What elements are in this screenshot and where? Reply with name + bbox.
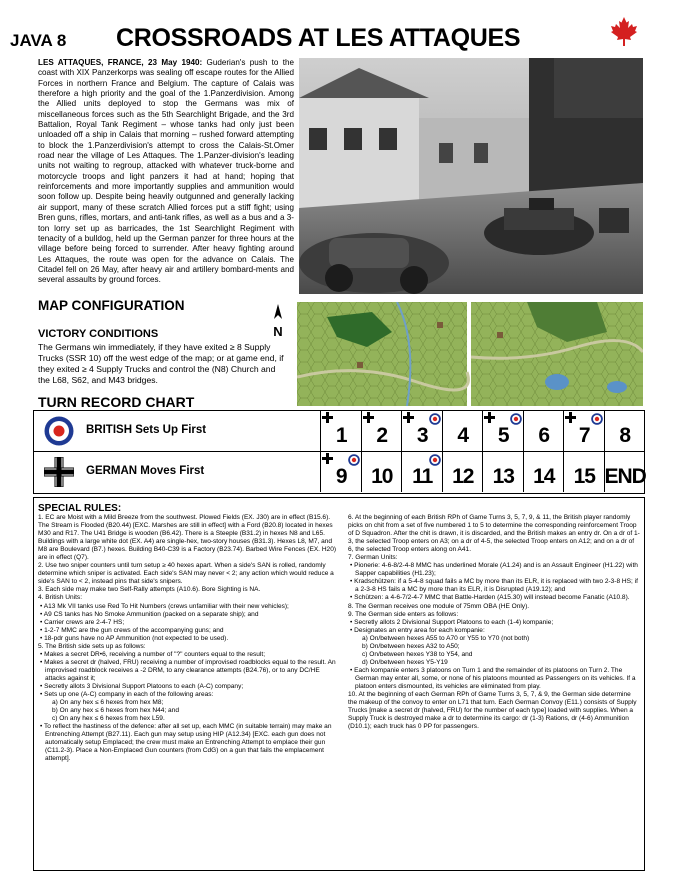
- german-cross-icon: [484, 412, 495, 423]
- rule-paragraph: • Pioneriе: 4-6-8/2-4-8 MMC has underlined Morale (A1.24) and is an Assault Engineer (H1.22) with Sapper capabilities (H1.23);: [350, 562, 638, 578]
- intro-text: Guderian's push to the coast with XIX Panzerkorps was sealing off escape routes for the Allied Forces in northern France and Belgium. The capture of Calais was therefore a high priority and the goal of the 1.Panzerdivision. Among the Allied units deployed to stop the Germans was mix of miscellaneous forces such as the 5th Searchlight Brigade, and the 3rd Battalion, Royal Tank Regiment – whose tanks had only just been unloaded off a ship in Calais that morning – rushed forward attempting to block the 1.Panzerdivision's attempt to cross the Calais-St.Omer road near the village of Les Attaques. The 1.Panzer-division's leading units not waiting to regroup, attacked with whatever truck-borne and motorcycle troops and light panzers it had at hand; hoping that reinforcements and more importantly supplies and ammunition would soon follow up. Despite being heavily outgunned and generally lacking air support, many of these scratch Allied forces put a stiff fight; using Bren guns, rifles, mortars, and anti-tank rifles, as well as a bus and a 3-ton lorry set up as barricades, the 1st Searchlight Regiment with tenacity of a bulldog, held up the German panzer for three hours at the village before being forced to surrender. After heavy fighting around Les Attaques, the route was open for the advance on Calais. The Citadel fell on 26 May, after heavy air and artillery bombard-ments and several assaults by ground forces.: [38, 58, 295, 285]
- raf-roundel-icon: [44, 416, 74, 446]
- turn-cell: [523, 411, 565, 451]
- turn-cell: [320, 452, 362, 492]
- turn-number: 10: [371, 465, 393, 488]
- map-configuration-title: MAP CONFIGURATION: [38, 298, 185, 313]
- german-cross-icon: [565, 412, 576, 423]
- rule-paragraph: • Secretly allots 2 Divisional Support Platoons to each (1-4) kompanie;: [350, 618, 554, 626]
- turn-cell: [361, 411, 403, 451]
- turn-record-chart: [33, 410, 645, 494]
- rule-paragraph: b) On any hex ≤ 6 hexes from hex N44; and: [52, 707, 179, 715]
- rule-paragraph: a) On any hex ≤ 6 hexes from hex M8;: [52, 699, 164, 707]
- turn-number: 5: [497, 424, 509, 447]
- german-side-label: GERMAN Moves First: [86, 465, 205, 477]
- map-configuration-image: [297, 302, 643, 406]
- maple-leaf-icon: [610, 16, 638, 48]
- balkenkreuz-icon: [44, 457, 74, 487]
- turn-cell: [604, 452, 646, 492]
- turn-number: 6: [538, 424, 550, 447]
- turn-cell: [563, 452, 605, 492]
- rule-paragraph: d) On/between hexes Y5-Y19: [362, 658, 448, 666]
- rule-paragraph: 4. British Units:: [38, 594, 83, 602]
- rule-paragraph: • A13 Mk VII tanks use Red To Hit Numbers (crews unfamiliar with their new vehicles);: [40, 602, 289, 610]
- rule-paragraph: b) On/between hexes A32 to A50;: [362, 642, 460, 650]
- victory-conditions-text: The Germans win immediately, if they have exited ≥ 8 Supply Trucks (SSR 10) off the west edge of the map; or at game end, if they exited ≥ 4 Supply Trucks and control the (N8) Church and the L68, S62, and M43 bridges.: [38, 342, 284, 385]
- historical-intro: [38, 58, 294, 286]
- historical-photo: [299, 58, 643, 294]
- rule-paragraph: 5. The British side sets up as follows:: [38, 642, 146, 650]
- north-arrow-icon: [268, 303, 288, 321]
- german-turn-row: [34, 452, 644, 493]
- turn-number: 2: [376, 424, 388, 447]
- rule-paragraph: • Kradschützen: if a 5-4-8 squad fails a MC by more than its ELR, it is replaced with two 2-3-8 HS; if a 2-3-8 HS fails a MC by more than its ELR, it is Disrupted (A19.12); and: [350, 578, 638, 594]
- rule-paragraph: • 18-pdr guns have no AP Ammunition (not expected to be used).: [40, 634, 229, 642]
- rule-paragraph: • Each kompanie enters 3 platoons on Turn 1 and the remainder of its platoons on Turn 2. The German may enter all, some, or none of his platoons mounted as Passengers on its vehicles. If a platoon enters dismounted, its vehicles are eliminated from play.: [350, 666, 636, 690]
- german-cross-icon: [322, 412, 333, 423]
- rule-paragraph: 1. EC are Moist with a Mild Breeze from the southwest. Plowed Fields (EX. J30) are in effect (B15.6). The Stream is Flooded (B20.44) [EXC. Marshes are still in effect] with a Ford (B20.8) located in hexes M30 and R17. The U41 Bridge is wooden (B6.42). There is a Steeple (B31.2) in hexes N8 and L65. Buildings with a large white dot (EX. A4) are single-hex, two-story houses (B31.3). Hexes L8, M7, and M8 are Boulevard (B7.) hexes. Building B40-C39 is a Factory (B23.74). Barbed Wire Fences (EX. H20) are in effect (Q7).: [38, 514, 337, 562]
- rule-paragraph: • Schützen: a 4-6-7/2-4-7 MMC that Battle-Harden (A15.30) will instead become Fanatic (A10.8).: [350, 594, 630, 602]
- rule-paragraph: a) On/between hexes A55 to A70 or Y55 to Y70 (not both): [362, 634, 530, 642]
- rule-paragraph: • Sets up one (A-C) company in each of the following areas:: [40, 691, 214, 699]
- turn-number: 12: [452, 465, 474, 488]
- rule-paragraph: 3. Each side may make two Self-Rally attempts (A10.6). Bore Sighting is NA.: [38, 586, 261, 594]
- rule-paragraph: c) On/between hexes Y38 to Y54, and: [362, 650, 473, 658]
- rule-paragraph: • Makes a secret dr (halved, FRU) receiving a number of improvised roadblocks equal to the result. An improvised roadblock receives a -2 DRM, to any clearance attempts (B24.76), or to any DC/HE attacks against it;: [40, 658, 336, 682]
- rule-paragraph: • Makes a secret DR•6, receiving a number of "?" counters equal to the result;: [40, 650, 266, 658]
- turn-number: 4: [457, 424, 469, 447]
- turn-cell: [442, 452, 484, 492]
- rule-paragraph: c) On any hex ≤ 6 hexes from hex L59.: [52, 715, 165, 723]
- north-label: N: [273, 324, 283, 339]
- turn-cell: [604, 411, 646, 451]
- turn-cell: [523, 452, 565, 492]
- turn-number: 9: [335, 465, 347, 488]
- turn-cell: [482, 452, 524, 492]
- turn-number: 11: [412, 465, 433, 488]
- rule-paragraph: 8. The German receives one module of 75mm OBA (HE Only).: [348, 602, 530, 610]
- scenario-code: JAVA 8: [10, 31, 67, 50]
- turn-number: 7: [578, 424, 590, 447]
- german-cross-icon: [403, 412, 414, 423]
- british-turn-row: [34, 411, 644, 452]
- turn-number: 14: [533, 465, 555, 488]
- special-rules-title: SPECIAL RULES:: [38, 503, 122, 514]
- british-side: [34, 411, 320, 451]
- turn-record-title: TURN RECORD CHART: [38, 394, 195, 410]
- rule-paragraph: • A9 CS tanks has No Smoke Ammunition (packed on a separate ship); and: [40, 610, 259, 618]
- rule-paragraph: 10. At the beginning of each German RPh of Game Turns 3, 5, 7, & 9, the German side determine the makeup of the convoy to enter on L71 that turn. Each German Convoy (E11.) consists of Supply Trucks [make a secret dr (halved, FRU) for the number of each type] loaded with supplies. When a Supply Truck is destroyed make a dr to determine its cargo: dr (1-3) Rations, dr (4-6) Ammunition (D10.1); each truck has 0 PP for passengers.: [348, 691, 637, 731]
- rule-paragraph: • Carrier crews are 2-4-7 HS;: [40, 618, 125, 626]
- scenario-title: CROSSROADS AT LES ATTAQUES: [116, 24, 521, 52]
- rule-paragraph: 2. Use two sniper counters until turn setup ≥ 40 hexes apart. When a side's SAN is rolled, randomly determine which sniper is activated. Each side's SAN may never < 2; any action which would reduce a side's SAN to < 2, instead pins that side's snipers.: [38, 562, 334, 586]
- british-side-label: BRITISH Sets Up First: [86, 424, 207, 436]
- german-cross-icon: [363, 412, 374, 423]
- rule-paragraph: • Secretly allots 3 Divisional Support Platoons to each (A-C) company;: [40, 682, 244, 690]
- german-side: [34, 452, 320, 492]
- rule-paragraph: • To reflect the hastiness of the defence: after all set up, each MMC (in suitable terrain) may make an Entrenching Attempt (B27.11). Each gun may setup using HIP (A12.34) [EXC. each gun does not automatically setup Emplaced; the crew must make an Entrenching Attempt to emplace their gun (C11.2-3). Place a Non-Emplaced Gun counters (from CdG) on a gun that fails the emplacement attempt].: [40, 723, 332, 763]
- turn-cell: [401, 411, 443, 451]
- turn-number: END: [604, 465, 646, 488]
- turn-cell: [361, 452, 403, 492]
- rule-paragraph: 6. At the beginning of each British RPh of Game Turns 3, 5, 7, 9, & 11, the British player randomly picks on chit from a set of five numbered 1 to 5 to determine the corresponding reinforcement Troop of D Squadron. After the chit is drawn, it is discarded, and the British makes an entry dr. On a dr of 1-3, the selected Troop enters on A3; on a dr of 4-5, the selected Troop enters on A12; and on a dr of 6, the selected Troop enters along on A41.: [348, 514, 640, 554]
- turn-number: 15: [573, 465, 595, 488]
- intro-lead: LES ATTAQUES, FRANCE, 23 May 1940:: [38, 58, 203, 67]
- victory-conditions-title: VICTORY CONDITIONS: [38, 328, 159, 340]
- turn-number: 8: [619, 424, 631, 447]
- turn-cell: [320, 411, 362, 451]
- north-indicator: [268, 303, 288, 337]
- turn-cell: [442, 411, 484, 451]
- rule-paragraph: • Designates an entry area for each kompanie:: [350, 626, 485, 634]
- turn-cell: [401, 452, 443, 492]
- rule-paragraph: 7. German Units:: [348, 554, 398, 562]
- turn-number: 1: [335, 424, 347, 447]
- special-rules-right-column: [348, 514, 640, 731]
- turn-cell: [563, 411, 605, 451]
- rule-paragraph: 9. The German side enters as follows:: [348, 610, 459, 618]
- special-rules-left-column: [38, 514, 336, 763]
- rule-paragraph: • 1-2-7 MMC are the gun crews of the accompanying guns; and: [40, 626, 224, 634]
- turn-number: 3: [416, 424, 428, 447]
- turn-cell: [482, 411, 524, 451]
- turn-number: 13: [492, 465, 514, 488]
- german-cross-icon: [322, 453, 333, 464]
